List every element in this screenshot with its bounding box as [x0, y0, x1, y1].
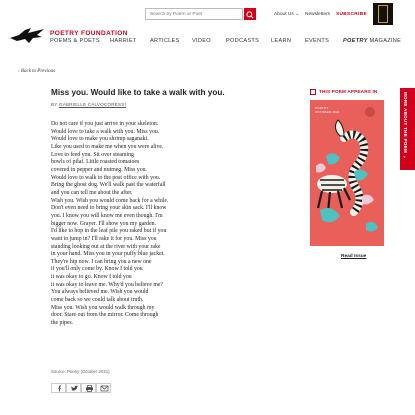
source-journal: Poetry — [67, 369, 80, 374]
poem-line: want to jump in? I'll rake it for you. Miss you — [51, 235, 157, 242]
pegasus-logo-icon[interactable] — [9, 26, 45, 46]
byline-prefix: BY — [51, 102, 59, 107]
poem-line: bowls of pilaf. Little roasted tomatoes — [51, 159, 140, 166]
poem-line: Would love to walk to the post office with you. — [51, 174, 161, 181]
poem-line: Miss you. Wish you would walk through my — [51, 304, 155, 311]
nav-learn[interactable]: LEARN — [271, 38, 292, 44]
poem-line: Would love to take a walk with you. Miss you. — [51, 128, 160, 135]
back-to-previous-link[interactable]: ‹ Back to Previous — [18, 69, 55, 74]
org-name[interactable]: POETRY FOUNDATION — [50, 30, 128, 37]
nav-poetry-magazine[interactable] — [343, 38, 401, 44]
nav-events[interactable]: EVENTS — [305, 38, 330, 44]
nav-magazine-italic: POETRY — [343, 38, 368, 44]
nav-video[interactable]: VIDEO — [192, 38, 211, 44]
nav-magazine-rest: MAGAZINE — [367, 38, 402, 44]
poem-line: I'd like to hop in the leaf pile you raked but if you — [51, 228, 167, 235]
author-link[interactable]: GABRIELLE CALVOCORESSI — [58, 102, 127, 107]
poetry-magazine-logo-icon[interactable] — [373, 3, 393, 25]
poem-line: it was okay to go. Know I told you — [51, 274, 132, 281]
search-icon — [244, 9, 256, 21]
nav-poems-poets[interactable]: POEMS & POETS — [50, 38, 100, 44]
poem-line: if you'll only come by. Know I told you — [51, 266, 143, 273]
twitter-icon — [70, 385, 79, 392]
share-twitter-button[interactable] — [66, 383, 81, 393]
issue-cover-title-line2: OCTOBER 2021 — [315, 110, 340, 114]
poem-line: Bring the ghost dog. We'll walk past the waterfall — [51, 182, 166, 189]
newsletters-link[interactable]: Newsletters — [305, 12, 331, 17]
source-prefix: Source: — [51, 369, 68, 374]
poem-line: standing looking out at the river with your rake — [51, 243, 161, 250]
poem-line: in your hand. Miss you in your puffy blue jacket. — [51, 251, 165, 258]
poem-line: it was okay to leave me. Why'd you believe me? — [51, 281, 164, 288]
poem-line: come back so we could talk about truth. — [51, 297, 144, 304]
poem-line: door. Stare out from the mirror. Come through — [51, 312, 159, 319]
print-button[interactable] — [81, 383, 96, 393]
more-about-poem-tab[interactable] — [400, 88, 415, 170]
poem-line: bigger now. Grayer. I'll show you my garden. — [51, 220, 156, 227]
read-issue-link[interactable]: Read Issue — [341, 254, 367, 259]
print-icon — [85, 385, 94, 392]
poem-line: You always believed me. Wish you would — [51, 289, 149, 296]
site-header — [0, 0, 415, 54]
facebook-icon — [55, 385, 64, 392]
poem-line: They're hip now. I can bring you a new one — [51, 258, 152, 265]
nav-podcasts[interactable]: PODCASTS — [226, 38, 260, 44]
poem-title: Miss you. Would like to take a walk with you. — [51, 88, 225, 97]
poem-line: the pipes. — [51, 320, 74, 327]
nav-harriet[interactable]: HARRIET — [110, 38, 137, 44]
poem-body — [51, 121, 191, 328]
poem-line: Would love to make you shrimp saganaki. — [51, 136, 149, 143]
about-us-link[interactable]: About Us ⌄ — [274, 12, 300, 17]
issue-cover-title-line1: POETRY — [315, 106, 329, 110]
issue-icon — [310, 89, 316, 95]
email-button[interactable] — [96, 383, 111, 393]
search-button[interactable] — [244, 8, 256, 20]
poem-line: covered in pepper and nutmeg. Miss you. — [51, 166, 147, 173]
source-suffix: (October 2021) — [79, 369, 110, 374]
appears-in-label: THIS POEM APPEARS IN — [319, 89, 378, 94]
issue-cover[interactable] — [310, 100, 384, 246]
poem-line: Wish you. Wish you would come back for a while. — [51, 197, 169, 204]
subscribe-link[interactable]: SUBSCRIBE — [336, 12, 367, 17]
poem-line: you. I know you will know me even though. I'm — [51, 212, 163, 219]
search-input[interactable] — [145, 8, 243, 20]
poem-line: Do not care if you just arrive in your skeleton. — [51, 121, 159, 127]
side-tab-label: MORE ABOUT THE POEM ⌄ — [403, 92, 408, 160]
share-facebook-button[interactable] — [51, 383, 66, 393]
poem-line: Love to feed you. Sit over steaming — [51, 151, 134, 158]
email-icon — [100, 385, 109, 392]
cover-illustration-zebra — [310, 100, 384, 246]
poem-line: Don't even need to bring your skin sack. I'll know — [51, 205, 167, 212]
poem-line: Like you used to make me when you were alive. — [51, 143, 164, 150]
nav-articles[interactable]: ARTICLES — [150, 38, 180, 44]
poem-source — [51, 369, 110, 374]
poem-line: and you can tell me about the after. — [51, 189, 133, 196]
byline — [51, 102, 126, 107]
